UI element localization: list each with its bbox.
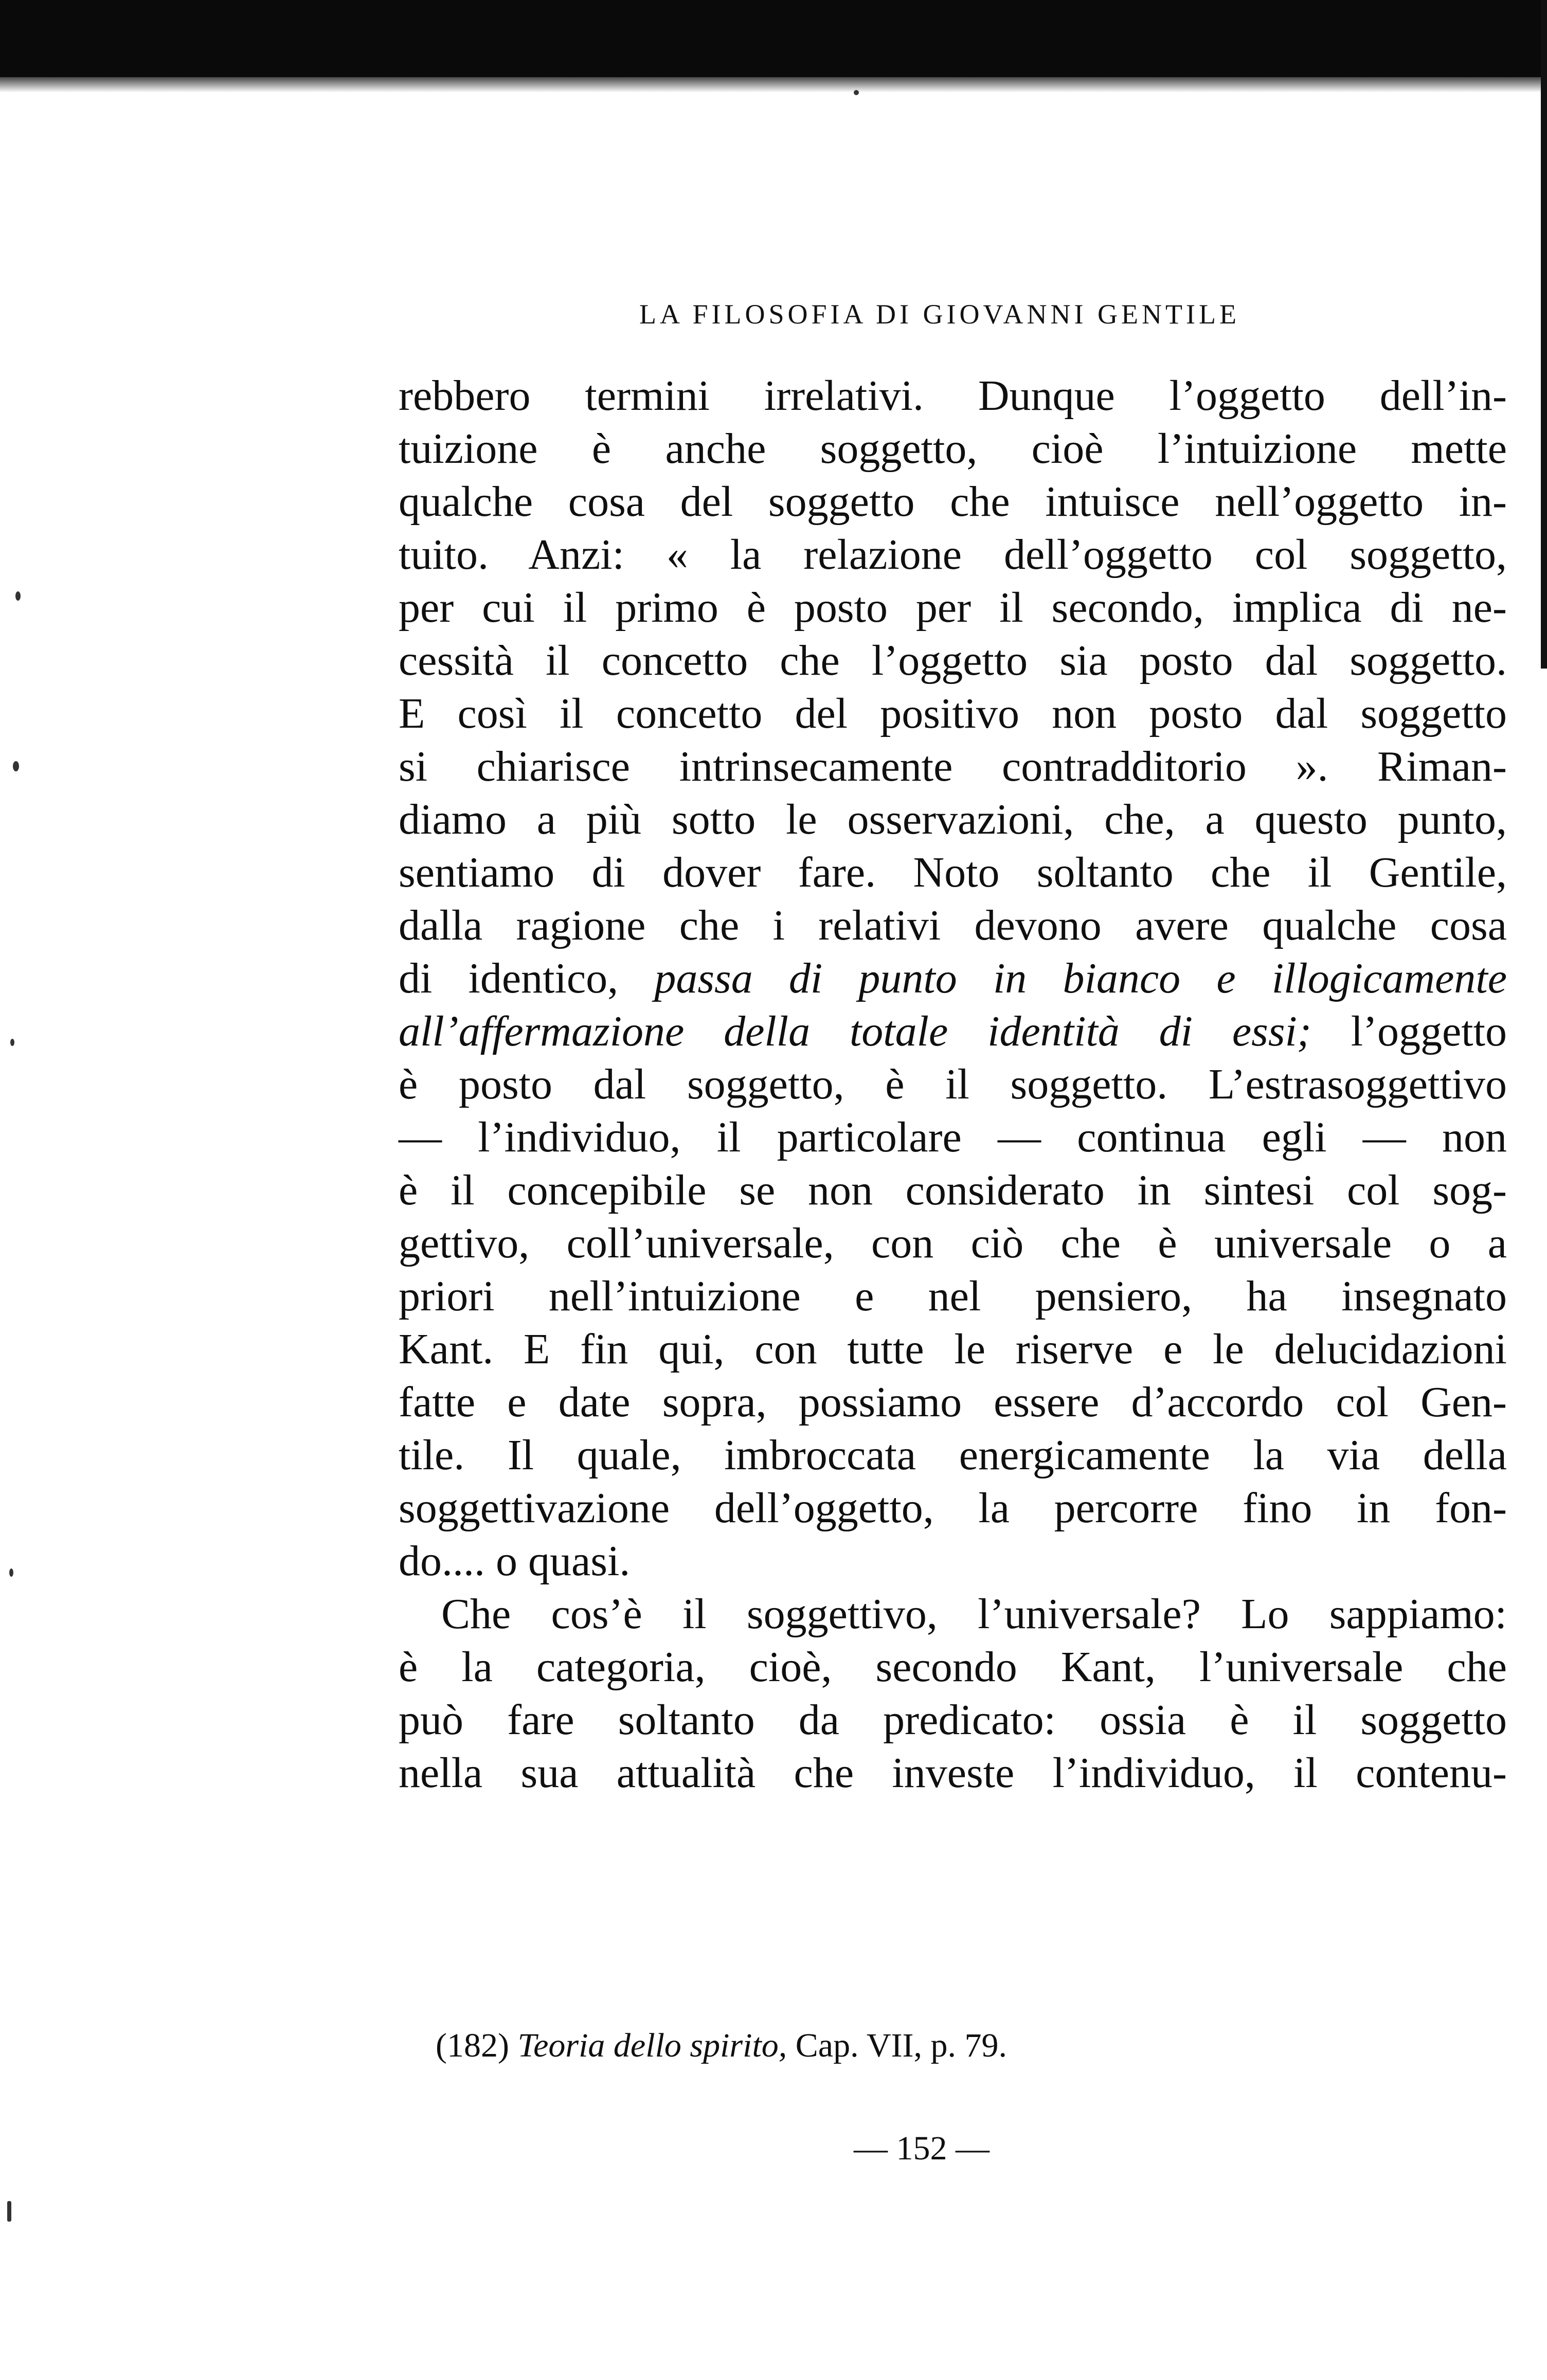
scan-border-top [0, 0, 1547, 77]
text-line: fatte e date sopra, possiamo essere d’accordo col Gen- [399, 1378, 1507, 1426]
scan-speck [854, 90, 859, 95]
footnote-work-title: Teoria dello spirito, [517, 2027, 787, 2064]
scan-speck [15, 591, 21, 601]
main-text [399, 369, 1507, 1799]
text-line: si chiarisce intrinsecamente contradditorio ». Riman- [399, 743, 1507, 790]
text-line: priori nell’intuizione e nel pensiero, ha insegnato [399, 1272, 1507, 1320]
text-line: soggettivazione dell’oggetto, la percorre fino in fon- [399, 1484, 1507, 1532]
text-line: è il concepibile se non considerato in sintesi col sog- [399, 1166, 1507, 1214]
text-line: all’affermazione della totale identità di essi; l’oggetto [399, 1007, 1507, 1055]
scan-border-right [1541, 0, 1547, 669]
text-line: tuizione è anche soggetto, cioè l’intuizione mette [399, 425, 1507, 473]
text-line: nella sua attualità che investe l’individuo, il contenu- [399, 1749, 1507, 1797]
text-line: per cui il primo è posto per il secondo, implica di ne- [399, 584, 1507, 632]
text-line: cessità il concetto che l’oggetto sia posto dal soggetto. [399, 637, 1507, 684]
footnote-number: (182) [436, 2027, 509, 2064]
text-line: di identico, passa di punto in bianco e illogicamente [399, 954, 1507, 1002]
text-line: può fare soltanto da predicato: ossia è il soggetto [399, 1696, 1507, 1744]
text-line: sentiamo di dover fare. Noto soltanto che il Gentile, [399, 849, 1507, 896]
text-line: qualche cosa del soggetto che intuisce nell’oggetto in- [399, 478, 1507, 526]
text-line: è la categoria, cioè, secondo Kant, l’universale che [399, 1643, 1507, 1691]
text-line: tile. Il quale, imbroccata energicamente la via della [399, 1431, 1507, 1479]
page-number: — 152 — [854, 2130, 990, 2167]
scan-speck [7, 2201, 11, 2222]
scan-speck [10, 1039, 14, 1046]
text-line: dalla ragione che i relativi devono avere qualche cosa [399, 901, 1507, 949]
italic-phrase: passa di punto in bianco e illogicamente [654, 954, 1507, 1002]
text-line: rebbero termini irrelativi. Dunque l’oggetto dell’in- [399, 372, 1507, 420]
scan-speck [9, 1568, 13, 1577]
running-header: LA FILOSOFIA DI GIOVANNI GENTILE [639, 299, 1240, 330]
text-line: — l’individuo, il particolare — continua egli — non [399, 1113, 1507, 1161]
scan-border-shadow [0, 72, 1547, 93]
text-line: gettivo, coll’universale, con ciò che è universale o a [399, 1219, 1507, 1267]
italic-phrase: all’affermazione della totale identità di essi; [399, 1007, 1311, 1055]
footnote [436, 2026, 1007, 2065]
footnote-reference: Cap. VII, p. 79. [795, 2027, 1008, 2064]
text-line: Kant. E fin qui, con tutte le riserve e le delucidazioni [399, 1325, 1507, 1373]
text-line: tuito. Anzi: « la relazione dell’oggetto col soggetto, [399, 531, 1507, 579]
text-line: do.... o quasi. [399, 1537, 631, 1585]
text-line: E così il concetto del positivo non posto dal soggetto [399, 690, 1507, 737]
text-line: diamo a più sotto le osservazioni, che, a questo punto, [399, 796, 1507, 843]
text-line: è posto dal soggetto, è il soggetto. L’estrasoggettivo [399, 1060, 1507, 1108]
scan-speck [13, 761, 19, 771]
text-line: Che cos’è il soggettivo, l’universale? Lo sappiamo: [441, 1590, 1507, 1638]
